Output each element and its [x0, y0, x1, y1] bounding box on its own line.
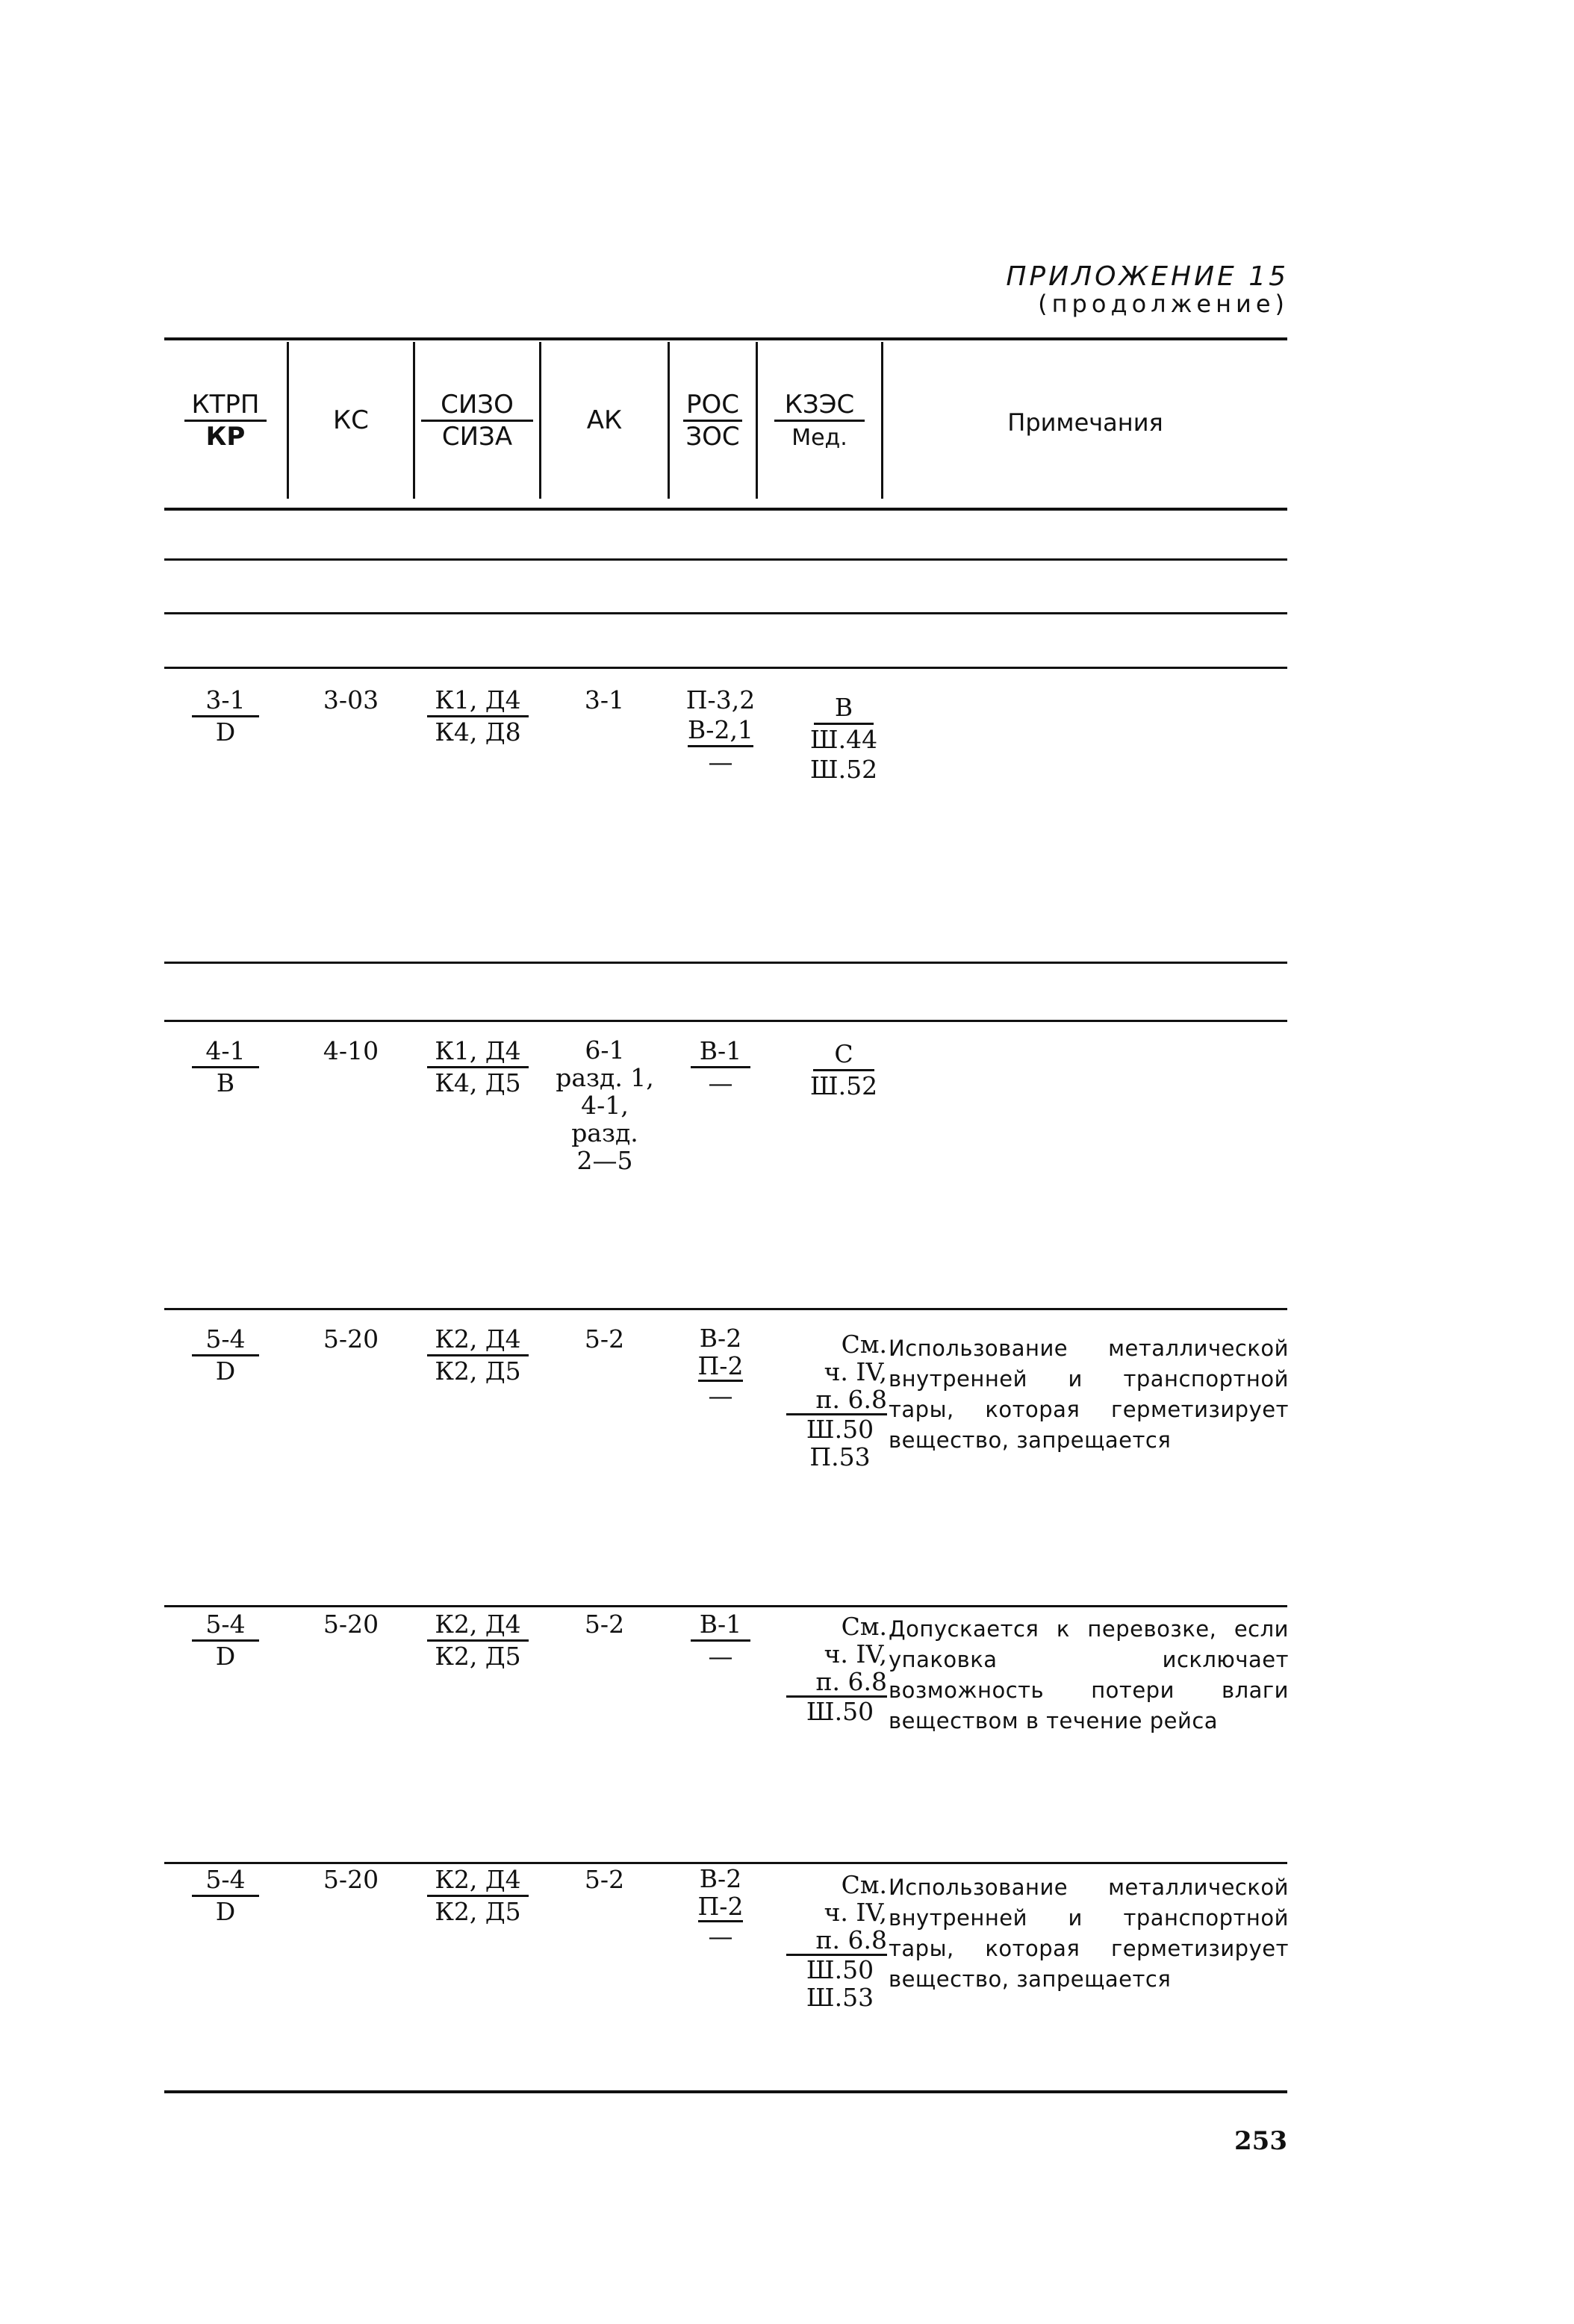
- cell-siza: К2, Д5: [435, 1897, 521, 1926]
- header-ros: РОС: [683, 390, 742, 422]
- cell-ros-line: В-1: [691, 1036, 750, 1068]
- cell-med-line: П.53: [809, 1442, 871, 1471]
- cell-kr: В: [216, 1068, 235, 1097]
- row-rule: [164, 962, 1287, 964]
- cell-kr: D: [215, 1642, 236, 1671]
- header-kr: КР: [205, 422, 246, 452]
- cell-sizo: К1, Д4: [427, 685, 528, 717]
- header-kzes-med: [758, 390, 881, 453]
- cell-ak: [534, 1036, 676, 1174]
- cell-kzes-med: [769, 1613, 887, 1725]
- header-ros-zos: [670, 390, 756, 452]
- row-rule: [164, 1605, 1287, 1607]
- cell-zos: —: [708, 1381, 733, 1410]
- cell-med-line: Ш.52: [809, 1071, 878, 1100]
- cell-ak-line: 4-1,: [581, 1091, 629, 1120]
- cell-sizo: К2, Д4: [427, 1324, 528, 1356]
- cell-ak-line: 6-1: [585, 1035, 625, 1065]
- cell-ros-line: В-2: [699, 1324, 742, 1353]
- cell-ktrp-kr: [164, 1865, 287, 1927]
- cell-sizo-siza: [403, 685, 553, 747]
- cell-kzes-line: п. 6.8: [786, 1668, 887, 1698]
- cell-kzes-med: [777, 693, 911, 785]
- cell-ak: [541, 1610, 668, 1639]
- header-kzes: КЗЭС: [774, 390, 865, 422]
- cell-ros-zos: [657, 685, 784, 777]
- cell-sizo: К2, Д4: [427, 1610, 528, 1642]
- cell-kr: D: [215, 1356, 236, 1386]
- cell-kr: D: [215, 1897, 236, 1926]
- cell-kzes-line: ч. IV,: [824, 1898, 887, 1927]
- cell-kzes-med: [777, 1039, 911, 1101]
- cell-ks: 5-20: [323, 1865, 379, 1894]
- cell-ks: 5-20: [323, 1324, 379, 1353]
- cell-ktrp-kr: [164, 1610, 287, 1672]
- header-bottom-rule: [164, 508, 1287, 511]
- cell-sizo-siza: [403, 1324, 553, 1386]
- cell-zos: —: [708, 1642, 733, 1671]
- cell-ak: [541, 1865, 668, 1895]
- appendix-subtitle: (продолжение): [1038, 290, 1289, 318]
- cell-ktrp: 3-1: [192, 685, 258, 717]
- row-rule: [164, 1020, 1287, 1022]
- cell-ks: 3-03: [323, 685, 379, 714]
- cell-kzes-line: См.: [841, 1330, 887, 1359]
- cell-note: Допускается к перевозке, если упаковка исключает возможность потери влаги веществом в течение рейса: [889, 1616, 1289, 1733]
- cell-kzes: С: [813, 1039, 874, 1071]
- cell-note: Использование металлической внутренней и транспортной тары, которая герметизирует вещество, запрещается: [889, 1875, 1289, 1992]
- cell-siza: К2, Д5: [435, 1356, 521, 1386]
- cell-ak-line: 3-1: [584, 685, 625, 714]
- header-sizo: СИЗО: [421, 390, 533, 422]
- cell-kr: D: [215, 717, 236, 747]
- cell-ak-line: 5-2: [584, 1865, 625, 1894]
- header-zos: ЗОС: [685, 422, 740, 452]
- table-bottom-rule: [164, 2090, 1287, 2093]
- cell-ak-line: 2—5: [576, 1146, 633, 1175]
- cell-med-line: Ш.44: [809, 725, 878, 754]
- cell-ktrp: 5-4: [192, 1610, 258, 1642]
- cell-ak-line: 5-2: [584, 1324, 625, 1353]
- cell-ktrp: 4-1: [192, 1036, 258, 1068]
- cell-zos: —: [708, 1922, 733, 1951]
- cell-sizo-siza: [403, 1865, 553, 1927]
- cell-kzes-med: [769, 1871, 887, 2011]
- section-rule: [164, 558, 1287, 561]
- cell-zos: —: [708, 1068, 733, 1097]
- section-rule: [164, 667, 1287, 669]
- cell-med-line: Ш.53: [806, 1983, 874, 2012]
- cell-med-line: Ш.50: [806, 1697, 874, 1726]
- cell-ros-zos: [657, 1865, 784, 1950]
- cell-siza: К2, Д5: [435, 1642, 521, 1671]
- cell-ros-zos: [657, 1324, 784, 1409]
- page-number: 253: [1234, 2126, 1287, 2156]
- header-med: Мед.: [791, 425, 847, 451]
- cell-kzes-line: п. 6.8: [786, 1926, 887, 1956]
- cell-ros-line: П-2: [697, 1892, 744, 1921]
- cell-note: Использование металлической внутренней и транспортной тары, которая герметизирует вещество, запрещается: [889, 1336, 1289, 1453]
- header-top-rule: [164, 337, 1287, 340]
- cell-ak-line: 5-2: [584, 1610, 625, 1639]
- cell-med-line: Ш.52: [809, 755, 878, 784]
- cell-ak: [541, 1324, 668, 1354]
- cell-kzes-line: п. 6.8: [786, 1386, 887, 1415]
- cell-kzes-line: См.: [841, 1612, 887, 1641]
- cell-sizo: К1, Д4: [427, 1036, 528, 1068]
- cell-med-line: Ш.50: [806, 1955, 874, 1984]
- cell-sizo: К2, Д4: [427, 1865, 528, 1897]
- cell-ks: 5-20: [323, 1610, 379, 1639]
- header-ak: АК: [586, 405, 623, 435]
- cell-zos: —: [708, 747, 733, 776]
- cell-ktrp-kr: [164, 685, 287, 747]
- cell-kzes-med: [769, 1330, 887, 1471]
- header-siza: СИЗА: [441, 422, 513, 452]
- header-ks: КС: [333, 405, 369, 435]
- cell-ktrp: 5-4: [192, 1865, 258, 1897]
- cell-ros-line: П-2: [697, 1351, 744, 1380]
- cell-ktrp: 5-4: [192, 1324, 258, 1356]
- cell-ak-line: разд. 1,: [556, 1063, 654, 1092]
- cell-kzes: В: [814, 693, 874, 725]
- header-notes: Примечания: [1007, 408, 1163, 437]
- appendix-title: ПРИЛОЖЕНИЕ 15: [1006, 261, 1289, 292]
- cell-siza: К4, Д5: [435, 1068, 521, 1097]
- header-ktrp: КТРП: [184, 390, 267, 422]
- cell-kzes-line: См.: [841, 1870, 887, 1899]
- section-rule: [164, 612, 1287, 614]
- cell-kzes-line: ч. IV,: [824, 1357, 887, 1386]
- cell-sizo-siza: [403, 1610, 553, 1672]
- cell-kzes-line: ч. IV,: [824, 1639, 887, 1669]
- cell-ktrp-kr: [164, 1324, 287, 1386]
- cell-ros-zos: [657, 1036, 784, 1098]
- header-ktrp-kr: [164, 390, 287, 452]
- cell-ros-line: В-2: [699, 1864, 742, 1893]
- cell-ak: [541, 685, 668, 715]
- cell-siza: К4, Д8: [435, 717, 521, 747]
- row-rule: [164, 1308, 1287, 1310]
- cell-med-line: Ш.50: [806, 1415, 874, 1444]
- cell-ak-line: разд.: [571, 1118, 638, 1147]
- cell-sizo-siza: [403, 1036, 553, 1098]
- cell-ros-line: В-1: [691, 1610, 750, 1642]
- cell-ros-line: В-2,1: [688, 715, 753, 747]
- cell-ros-line: П-3,2: [685, 685, 756, 714]
- cell-ros-zos: [657, 1610, 784, 1672]
- header-sizo-siza: [415, 390, 539, 452]
- cell-ks: 4-10: [323, 1036, 379, 1065]
- cell-ktrp-kr: [164, 1036, 287, 1098]
